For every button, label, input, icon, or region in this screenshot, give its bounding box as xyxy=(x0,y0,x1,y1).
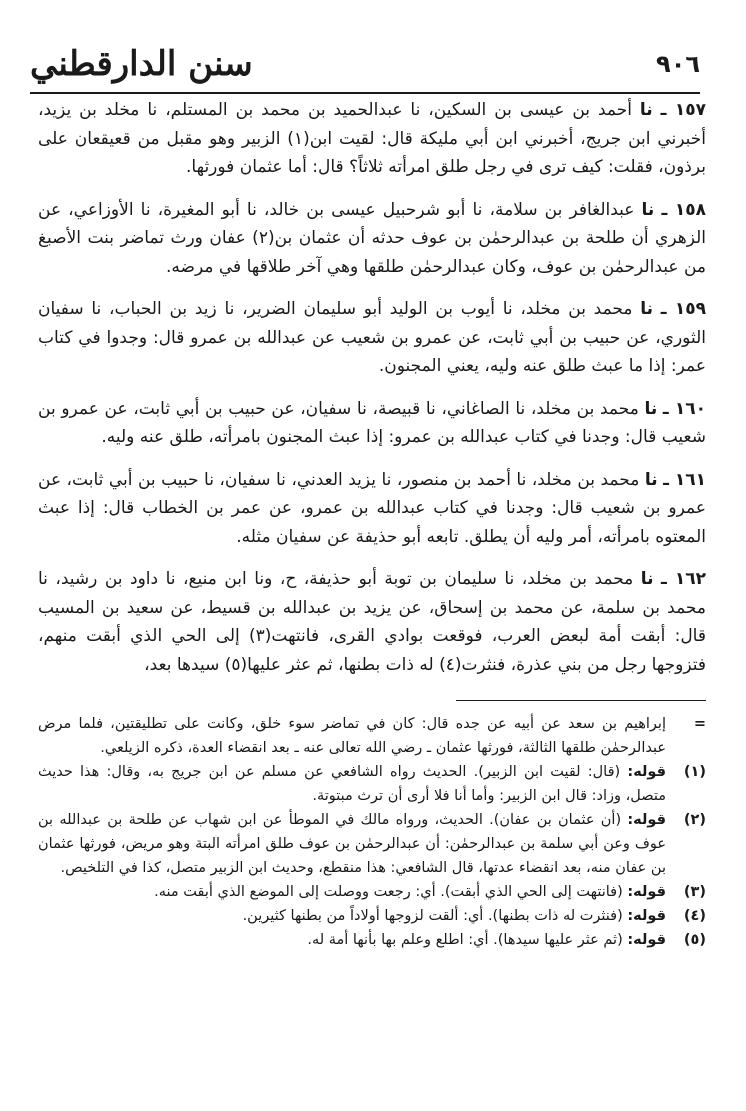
footnote-2 xyxy=(38,808,706,880)
hadith-160 xyxy=(38,395,706,452)
footnote-label: قوله: xyxy=(627,908,666,924)
hadith-text: أحمد بن عيسى بن السكين، نا عبدالحميد بن محمد بن المستلم، نا مخلد بن يزيد، أخبرني ابن جريج، أخبرني ابن أبي مليكة قال: لقيت ابن(١) الزبير وهو مقبل من قعيقعان على برذون، فقلت: كيف ترى في رجل طلق امرأته ثلاثاً؟ قال: أما عثمان فورثها. xyxy=(38,100,707,177)
footnote-marker: (٤) xyxy=(683,908,706,924)
hadith-number: ١٦١ ـ xyxy=(663,469,707,490)
hadith-number: ١٥٩ ـ xyxy=(660,299,707,319)
narration-marker: نا xyxy=(641,199,655,220)
footnote-label: قوله: xyxy=(627,884,666,900)
footnote-text: (فانتهت إلى الحي الذي أبقت). أي: رجعت ووصلت إلى الموضع الذي أبقت منه. xyxy=(154,884,623,900)
footnote-4 xyxy=(38,904,706,928)
hadith-162 xyxy=(38,565,706,679)
page-header xyxy=(30,44,700,94)
hadith-text: محمد بن مخلد، نا الصاغاني، نا قبيصة، نا سفيان، عن حبيب بن أبي ثابت، عن عمرو بن شعيب قال: وجدنا في كتاب عبدالله بن عمرو: إذا عبث المجنون بامرأته، طلق عنه وليه. xyxy=(38,398,706,447)
header-divider xyxy=(30,92,700,94)
footnote-text: (ثم عثر عليها سيدها). أي: اطلع وعلم بها بأنها أمة له. xyxy=(307,932,623,948)
hadith-text: محمد بن مخلد، نا أيوب بن الوليد أبو سليمان الضرير، نا زيد بن الحباب، نا سفيان الثوري، عن حبيب بن أبي ثابت، عن عمرو بن شعيب عن عبدالله بن عمرو قال: وجدوا في كتاب عمر: إذا ما عبث طلق عنه وليه، يعني المجنون. xyxy=(38,299,706,376)
footnote-marker: (٢) xyxy=(683,812,706,828)
hadith-161 xyxy=(38,466,706,552)
hadith-number: ١٥٧ ـ xyxy=(660,100,707,120)
footnote-marker: (٣) xyxy=(683,884,706,900)
hadith-number: ١٦٠ ـ xyxy=(662,398,707,419)
narration-marker: نا xyxy=(644,398,658,419)
main-text xyxy=(38,96,706,693)
hadith-number: ١٥٨ ـ xyxy=(661,199,707,220)
book-title: سنن الدارقطني xyxy=(30,44,253,84)
footnote-1 xyxy=(38,760,706,808)
footnote-label: قوله: xyxy=(627,932,666,948)
hadith-159 xyxy=(38,295,706,381)
hadith-number: ١٦٢ ـ xyxy=(661,569,706,589)
footnote-marker: (٥) xyxy=(683,932,706,948)
hadith-text: محمد بن مخلد، نا سليمان بن توبة أبو حذيفة، ح، ونا ابن منيع، نا داود بن رشيد، نا محمد بن سلمة، عن محمد بن إسحاق، عن يزيد بن عبدالله بن قسيط، عن سعيد بن المسيب قال: أبقت أمة لبعض العرب، فوقعت بوادي القرى، فانتهت(٣) إلى الحي الذي أبقت منهم، فتزوجها رجل من بني عذرة، فنثرت(٤) له ذات بطنها، ثم عثر عليها(٥) سيدها بعد، xyxy=(38,569,706,675)
footnote-text: (قال: لقيت ابن الزبير). الحديث رواه الشافعي عن مسلم عن ابن جريج به، وقال: هذا حديث متصل، وزاد: قال ابن الزبير: وأما أنا فلا أرى أن ترث مبتوتة. xyxy=(38,764,666,804)
hadith-158 xyxy=(38,196,706,282)
footnote-5 xyxy=(38,928,706,952)
footnote-continuation xyxy=(38,712,706,760)
narration-marker: نا xyxy=(639,100,653,120)
footnotes xyxy=(38,712,706,952)
hadith-157 xyxy=(38,96,706,182)
footnote-label: قوله: xyxy=(627,812,666,828)
hadith-text: عبدالغافر بن سلامة، نا أبو شرحبيل عيسى بن خالد، نا أبو المغيرة، نا الأوزاعي، عن الزهري أن طلحة بن عبدالرحمٰن بن عوف حدثه أن عثمان بن(٢) عفان ورث تماضر بنت الأصبغ من عبدالرحمٰن بن عوف، وكان عبدالرحمٰن طلقها وهي آخر طلاقها في مرضه. xyxy=(38,199,706,277)
footnote-marker: (١) xyxy=(683,764,706,780)
narration-marker: نا xyxy=(640,299,654,319)
hadith-text: محمد بن مخلد، نا أحمد بن منصور، نا يزيد العدني، نا سفيان، نا حبيب بن أبي ثابت، عن عمرو بن شعيب قال: وجدنا في كتاب عبدالله بن عمرو، عن عمر بن الخطاب قال: إذا عبث المعتوه بامرأته، أمر وليه أن يطلق. تابعه أبو حذيفة عن سفيان مثله. xyxy=(38,469,706,547)
footnote-text: (أن عثمان بن عفان). الحديث، ورواه مالك في الموطأ عن ابن شهاب عن طلحة بن عبدالله بن عوف وعن أبي سلمة بن عبدالرحمٰن: أن عبدالرحمٰن بن عوف طلق امرأته البتة وهو مريض، فورثها عثمان بن عفان منه، بعد انقضاء عدتها، قال الشافعي: هذا منقطع، وحديث ابن الزبير متصل، كذا في التلخيص. xyxy=(38,812,666,876)
footnote-text: (فنثرت له ذات بطنها). أي: ألقت لزوجها أولاداً من بطنها كثيرين. xyxy=(242,908,623,924)
narration-marker: نا xyxy=(644,469,658,490)
footnote-label: قوله: xyxy=(627,764,667,780)
page-number: ٩٠٦ xyxy=(656,50,700,78)
footnote-3 xyxy=(38,880,706,904)
footnote-divider xyxy=(456,700,706,701)
footnote-text: إبراهيم بن سعد عن أبيه عن جده قال: كان في تماضر سوء خلق، وكانت على تطليقتين، فلما مرض عبدالرحمٰن طلقها الثالثة، فورثها عثمان ـ رضي الله تعالى عنه ـ بعد انقضاء العدة، ذكره الزيلعي. xyxy=(38,716,666,756)
narration-marker: نا xyxy=(640,569,654,589)
footnote-marker: = xyxy=(693,716,706,732)
